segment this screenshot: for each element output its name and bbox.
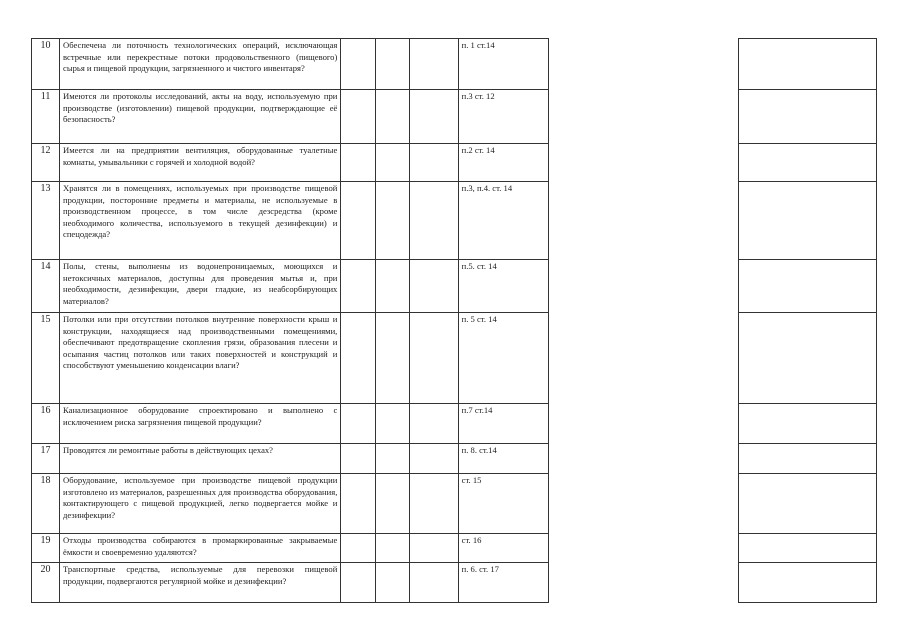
row-number: 19 bbox=[32, 534, 60, 563]
question-text: Имеется ли на предприятии вентиляция, оборудованные туалетные комнаты, умывальники с горячей и холодной водой? bbox=[60, 144, 341, 182]
side-row bbox=[739, 404, 877, 444]
side-row bbox=[739, 182, 877, 260]
reference-text: п.7 ст.14 bbox=[458, 404, 548, 444]
side-row bbox=[739, 474, 877, 534]
row-number: 14 bbox=[32, 260, 60, 313]
answer-cell bbox=[375, 444, 409, 474]
side-cell bbox=[739, 534, 877, 563]
answer-cell bbox=[375, 563, 409, 603]
answer-cell bbox=[341, 90, 375, 144]
row-number: 20 bbox=[32, 563, 60, 603]
row-number: 15 bbox=[32, 313, 60, 404]
answer-cell bbox=[341, 474, 375, 534]
reference-text: п. 5 ст. 14 bbox=[458, 313, 548, 404]
answer-cell bbox=[341, 404, 375, 444]
side-cell bbox=[739, 39, 877, 90]
answer-cell bbox=[375, 474, 409, 534]
side-cell bbox=[739, 444, 877, 474]
answer-cell bbox=[375, 39, 409, 90]
side-cell bbox=[739, 260, 877, 313]
reference-text: п.3, п.4. ст. 14 bbox=[458, 182, 548, 260]
table-row bbox=[32, 534, 549, 563]
answer-cell bbox=[409, 404, 458, 444]
answer-cell bbox=[375, 144, 409, 182]
side-cell bbox=[739, 182, 877, 260]
question-text: Оборудование, используемое при производстве пищевой продукции изготовлено из материалов, разрешенных для производства оборудования, контактирующего с пищевой продукцией, легко подвергается мойке и дезинфекции? bbox=[60, 474, 341, 534]
answer-cell bbox=[341, 260, 375, 313]
table-row bbox=[32, 474, 549, 534]
answer-cell bbox=[341, 444, 375, 474]
answer-cell bbox=[341, 39, 375, 90]
side-row bbox=[739, 90, 877, 144]
reference-text: п. 6. ст. 17 bbox=[458, 563, 548, 603]
question-text: Полы, стены, выполнены из водонепроницаемых, моющихся и нетоксичных материалов, доступны для проведения мытья и, при необходимости, дезинфекции, двери гладкие, из неабсорбирующих материалов? bbox=[60, 260, 341, 313]
answer-cell bbox=[375, 90, 409, 144]
answer-cell bbox=[375, 534, 409, 563]
row-number: 18 bbox=[32, 474, 60, 534]
answer-cell bbox=[375, 313, 409, 404]
row-number: 10 bbox=[32, 39, 60, 90]
table-row bbox=[32, 444, 549, 474]
question-text: Обеспечена ли поточность технологических операций, исключающая встречные или перекрестные потоки продовольственного (пищевого) сырья и пищевой продукции, загрязненного и чистого инвентаря? bbox=[60, 39, 341, 90]
table-row bbox=[32, 39, 549, 90]
row-number: 13 bbox=[32, 182, 60, 260]
reference-text: п. 1 ст.14 bbox=[458, 39, 548, 90]
side-row bbox=[739, 260, 877, 313]
answer-cell bbox=[409, 563, 458, 603]
side-row bbox=[739, 444, 877, 474]
question-text: Канализационное оборудование спроектировано и выполнено с исключением риска загрязнения пищевой продукции? bbox=[60, 404, 341, 444]
answer-cell bbox=[409, 534, 458, 563]
answer-cell bbox=[375, 404, 409, 444]
question-text: Отходы производства собираются в промаркированные закрываемые ёмкости и своевременно удаляются? bbox=[60, 534, 341, 563]
side-cell bbox=[739, 90, 877, 144]
table-row bbox=[32, 144, 549, 182]
answer-cell bbox=[409, 39, 458, 90]
answer-cell bbox=[341, 313, 375, 404]
table-row bbox=[32, 90, 549, 144]
question-text: Проводятся ли ремонтные работы в действующих цехах? bbox=[60, 444, 341, 474]
table-row bbox=[32, 404, 549, 444]
side-row bbox=[739, 313, 877, 404]
reference-text: п.2 ст. 14 bbox=[458, 144, 548, 182]
question-text: Транспортные средства, используемые для перевозки пищевой продукции, подвергаются регулярной мойке и дезинфекции? bbox=[60, 563, 341, 603]
side-cell bbox=[739, 313, 877, 404]
table-row bbox=[32, 182, 549, 260]
table-row bbox=[32, 563, 549, 603]
side-table bbox=[738, 38, 877, 603]
table-row bbox=[32, 260, 549, 313]
answer-cell bbox=[409, 474, 458, 534]
answer-cell bbox=[409, 444, 458, 474]
row-number: 17 bbox=[32, 444, 60, 474]
question-text: Хранятся ли в помещениях, используемых при производстве пищевой продукции, посторонние предметы и материалы, не используемые в производственном процессе, в том числе дезсредства (кроме необходимого количества, используемого в текущей дезинфекции) и спецодежда? bbox=[60, 182, 341, 260]
table-row bbox=[32, 313, 549, 404]
side-cell bbox=[739, 144, 877, 182]
answer-cell bbox=[341, 534, 375, 563]
checklist-table bbox=[31, 38, 549, 603]
answer-cell bbox=[341, 563, 375, 603]
row-number: 16 bbox=[32, 404, 60, 444]
answer-cell bbox=[409, 90, 458, 144]
answer-cell bbox=[375, 260, 409, 313]
row-number: 11 bbox=[32, 90, 60, 144]
reference-text: п.5. ст. 14 bbox=[458, 260, 548, 313]
side-cell bbox=[739, 563, 877, 603]
side-cell bbox=[739, 404, 877, 444]
reference-text: п.3 ст. 12 bbox=[458, 90, 548, 144]
answer-cell bbox=[341, 144, 375, 182]
question-text: Имеются ли протоколы исследований, акты на воду, используемую при производстве (изготовлении) пищевой продукции, подтверждающие её безопасность? bbox=[60, 90, 341, 144]
side-row bbox=[739, 534, 877, 563]
answer-cell bbox=[409, 260, 458, 313]
answer-cell bbox=[409, 313, 458, 404]
answer-cell bbox=[341, 182, 375, 260]
question-text: Потолки или при отсутствии потолков внутренние поверхности крыш и конструкции, находящиеся над производственными помещениями, обеспечивают предотвращение скопления грязи, образования плесени и осыпания частиц потолков или таких поверхностей и конструкций и способствуют уменьшению конденсации влаги? bbox=[60, 313, 341, 404]
side-row bbox=[739, 144, 877, 182]
reference-text: п. 8. ст.14 bbox=[458, 444, 548, 474]
answer-cell bbox=[409, 144, 458, 182]
side-row bbox=[739, 563, 877, 603]
reference-text: ст. 15 bbox=[458, 474, 548, 534]
reference-text: ст. 16 bbox=[458, 534, 548, 563]
answer-cell bbox=[409, 182, 458, 260]
side-cell bbox=[739, 474, 877, 534]
side-row bbox=[739, 39, 877, 90]
row-number: 12 bbox=[32, 144, 60, 182]
answer-cell bbox=[375, 182, 409, 260]
